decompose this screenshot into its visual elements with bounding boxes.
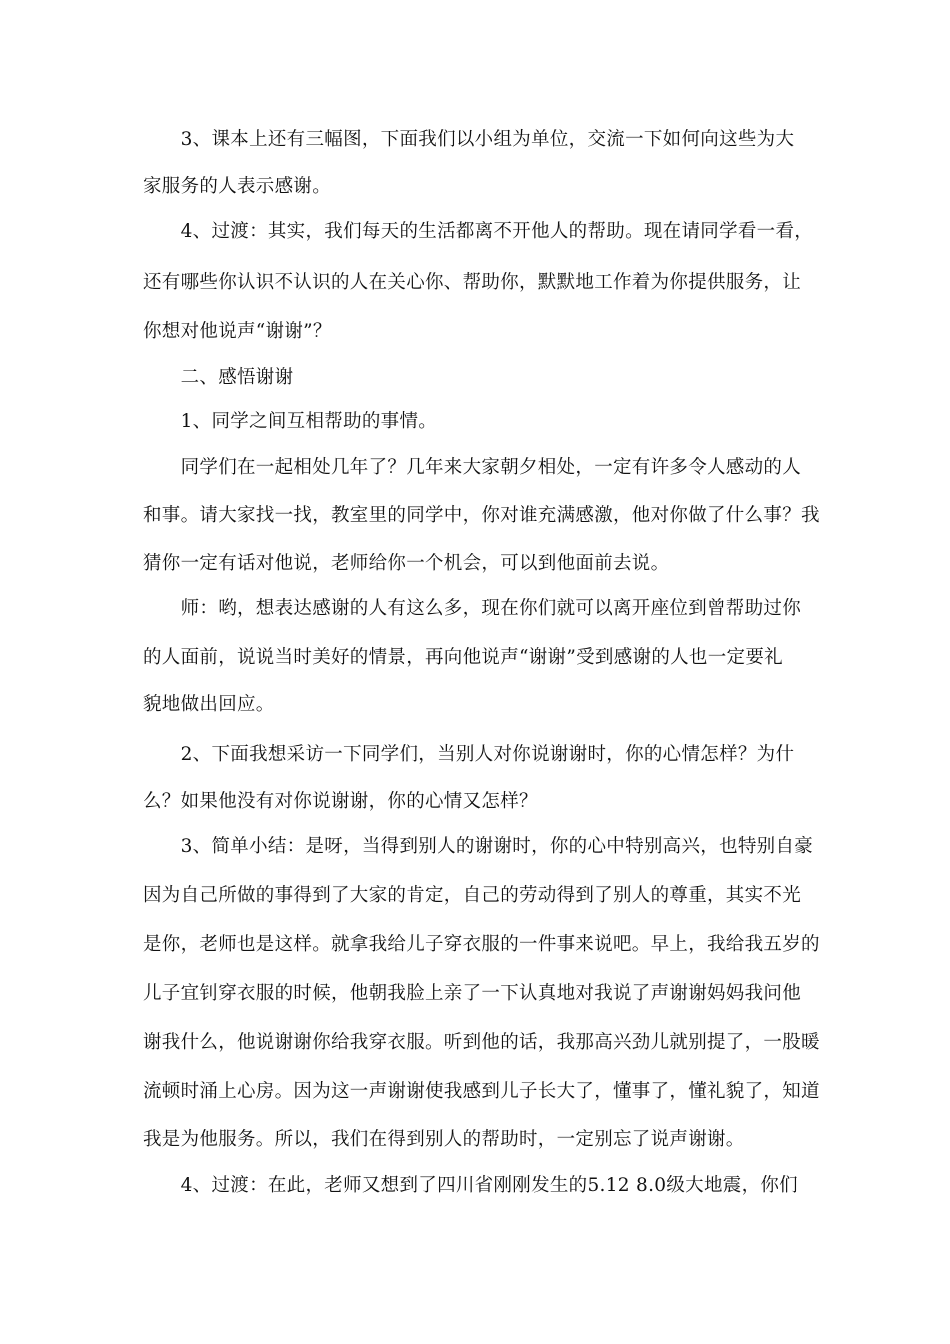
text-line: 3、课本上还有三幅图，下面我们以小组为单位，交流一下如何向这些为大 xyxy=(143,129,795,150)
text-line: 流顿时涌上心房。因为这一声谢谢使我感到儿子长大了，懂事了，懂礼貌了，知道 xyxy=(143,1081,820,1102)
text-line: 同学们在一起相处几年了？几年来大家朝夕相处，一定有许多令人感动的人 xyxy=(143,457,802,478)
text-line: 家服务的人表示感谢。 xyxy=(143,176,332,197)
text-line: 貌地做出回应。 xyxy=(143,694,275,715)
text-line: 是你，老师也是这样。就拿我给儿子穿衣服的一件事来说吧。早上，我给我五岁的 xyxy=(143,934,820,955)
section-heading: 二、感悟谢谢 xyxy=(143,367,294,388)
text-line: 3、简单小结：是呀，当得到别人的谢谢时，你的心中特别高兴，也特别自豪 xyxy=(143,836,814,857)
text-line: 猜你一定有话对他说，老师给你一个机会，可以到他面前去说。 xyxy=(143,553,670,574)
text-line: 儿子宜钊穿衣服的时候，他朝我脸上亲了一下认真地对我说了声谢谢妈妈我问他 xyxy=(143,983,802,1004)
text-line: 因为自己所做的事得到了大家的肯定，自己的劳动得到了别人的尊重，其实不光 xyxy=(143,885,802,906)
text-line: 4、过渡：在此，老师又想到了四川省刚刚发生的5.12 8.0级大地震，你们 xyxy=(143,1175,798,1196)
text-line: 师：哟，想表达感谢的人有这么多，现在你们就可以离开座位到曾帮助过你 xyxy=(143,598,802,619)
text-line: 还有哪些你认识不认识的人在关心你、帮助你，默默地工作着为你提供服务，让 xyxy=(143,272,802,293)
text-line: 1、同学之间互相帮助的事情。 xyxy=(143,411,438,432)
text-line: 谢我什么，他说谢谢你给我穿衣服。听到他的话，我那高兴劲儿就别提了，一股暖 xyxy=(143,1032,820,1053)
text-line: 4、过渡：其实，我们每天的生活都离不开他人的帮助。现在请同学看一看， xyxy=(143,221,814,242)
text-line: 2、下面我想采访一下同学们，当别人对你说谢谢时，你的心情怎样？为什 xyxy=(143,744,795,765)
text-line: 的人面前，说说当时美好的情景，再向他说声“谢谢”受到感谢的人也一定要礼 xyxy=(143,647,783,668)
text-line: 我是为他服务。所以，我们在得到别人的帮助时，一定别忘了说声谢谢。 xyxy=(143,1129,745,1150)
text-line: 和事。请大家找一找，教室里的同学中，你对谁充满感激，他对你做了什么事？我 xyxy=(143,505,820,526)
text-line: 么？如果他没有对你说谢谢，你的心情又怎样？ xyxy=(143,791,538,812)
text-line: 你想对他说声“谢谢”？ xyxy=(143,321,332,342)
